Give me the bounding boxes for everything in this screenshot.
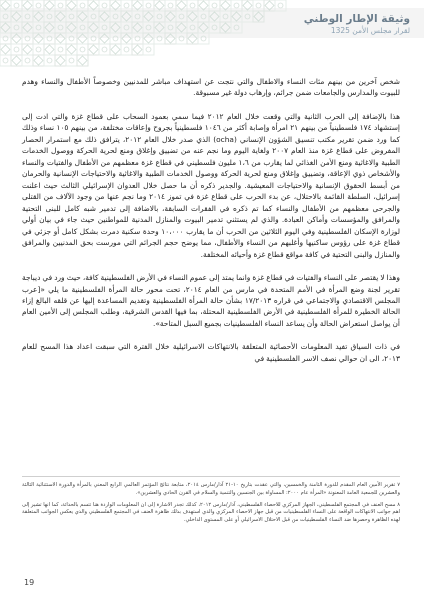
page-number: 19: [24, 578, 35, 587]
header-ornament: [0, 0, 424, 70]
footnote: ٧ تقرير الأمين العام المقدم للدورة الثامنة والخمسين، والتي عقدت بتاريخ ١٠-٢١ آذار/مارس ٢٠١٤، متابعة نتائج المؤتمر العالمي الرابع المعني بالمرأة والدورة الاستثنائية الثالثة والعشرين للجمعية العامة المعنونة «المرأة عام ٢٠٠٠: المساواة بين الجنسين والتنمية والسلام في القرن الحادي والعشرين».: [22, 482, 400, 496]
document-title: وثيقة الإطار الوطني: [303, 13, 410, 25]
paragraph: وهذا لا يقتصر على النساء والفتيات في قطاع غزة وانما يمتد إلى عموم النساء في الأرض الفلسطينية كافة، حيث ورد في ديباجة تقرير لجنة وضع المرأة في الأمم المتحدة في مارس من العام ٢٠١٤، تحت محور حالة المرأة الفلسطينية ما يلي «[عرب المجلس الاقتصادي والاجتماعي في قراره ١٧/٢٠١٣ بشأن حالة المرأة الفلسطينية وتقديم المساعدة إليها عن قلقه البالغ إزاء الحالة الخطيرة للمرأة الفلسطينية في الأرض الفلسطينية المحتلة، بما فيها القدس الشرقية، وطلب المجلس إلى الأمين العام أن يواصل استعراض الحالة وأن يساعد النساء الفلسطينيات بجميع السبل المتاحة».: [22, 273, 400, 328]
page-header: [0, 0, 424, 70]
footnotes: [22, 482, 400, 529]
paragraph: في ذات السياق تفيد المعلومات الأحصائية المتعلقة بالانتهاكات الاسرائيلية خلال الفترة التي سبقت اعداد هذا المسح للعام ٢٠١٣، الى ان حوالي نصف الاسر الفلسطينية في: [22, 342, 400, 363]
main-text: [22, 76, 400, 376]
paragraph: هذا بالإضافة إلى الحرب الثانية والتي وقعت خلال العام ٢٠١٢ فيما سمي بعمود السحاب على قطاع غزة والتي ادت إلى إستشهاد ١٧٤ فلسطينياً من بينهم ٢١ امرأة وإصابة أكثر من ١٠٤٦ فلسطينياً بجروح وإعاقات مختلفة، من بينهم ١٠٥ نساء وذلك كما ورد ضمن تقرير مكتب تنسيق الشؤون الإنساني (ocha) الذي صدر خلال العام ٢٠١٢، يترافق ذلك مع استمرار الحصار المفروض على قطاع غزة منذ العام ٢٠٠٧ ولغاية اليوم وما نجم عنه من تضييق وإغلاق ومنع لحرية الحركة ووصول الخدمات الطبية والاغاثية ومنع الأمن الغذائي لما يقارب من ١،٦ مليون فلسطيني في قطاع غزة معظمهم من الأطفال والفتيات والنساء والأشخاص ذوي الإعاقة، وتضييق وإغلاق ومنع لحرية الحركة ووصول الخدمات الطبية والاغاثية والاحتياجات الإنسانية والحرمان من أبسط الحقوق الإنسانية والاحتياجات المعيشية. والجدير ذكره أن ما حصل خلال العدوان الإسرائيلي الثالث حيث اعلنت إسرائيل، السلطة القائمة بالاحتلال، عن بدء الحرب على قطاع غزة في تموز ٢٠١٤ وما نجم عنها من وجود الآلاف من القتلى والجرحى معظمهم من الأطفال والنساء كما تم ذكره في الفقرات السابقة، بالاضافة إلى تدمير شبه كامل للبنى التحتية والمرافق والمؤسسات وأماكن العبادة. والذي لم يستثني تدمير البيوت والمنازل المدنية للمواطنين حيث جاء في بيان أولي لوزارة الإسكان الفلسطينية وفي اليوم الثلاثين من الحرب أن ما يقارب ١٠،٠٠٠ وحدة سكنية دمرت بشكل كامل أو جزئي في قطاع غزة على رؤوس ساكنيها وأغلبهم من النساء والأطفال، مما يوضح حجم الجرائم التي مورست بحق المدنيين والمرافق والمنازل والبنى التحتية في كافة مواقع قطاع غزة وأحيائه المختلفة.: [22, 111, 401, 259]
paragraph: شخص آخرين من بينهم مئات النساء والاطفال والتي نتجت عن استهداف مباشر للمدنيين وخصوصاً الأطفال والنساء وهدم للبيوت والمدارس والجامعات ضمن جرائم، وإرهاب دولة غير مسبوقة.: [22, 77, 400, 98]
footnote: ٨ مسح العنف في المجتمع الفلسطيني، الجهاز المركزي للاحصاء الفلسطيني، آذار/مارس ٢٠١٢، كذلك تجدر الاشارة إلى ان المعلومات الواردة هنا تتسم بالحداثة، كما انها تشير إلى اهم جوانب الانتهاكات الواقعة على النساء الفلسطينيات من قبل جهاز الاحصاء المركزي والذي استهدف بذلك ظاهرة العنف في المجتمع الفلسطيني والذي يعكس الجوانب المتعلقة لهذه الظاهرة وحصرها ضد النساء الفلسطينيات من قبل الاحتلال الاسرائيلي أو على المستوى الداخلي.: [22, 501, 400, 524]
document-subtitle: لقرار مجلس الأمن 1325: [330, 26, 410, 35]
header-title-block: [304, 13, 410, 35]
footnote-divider: [22, 476, 400, 477]
